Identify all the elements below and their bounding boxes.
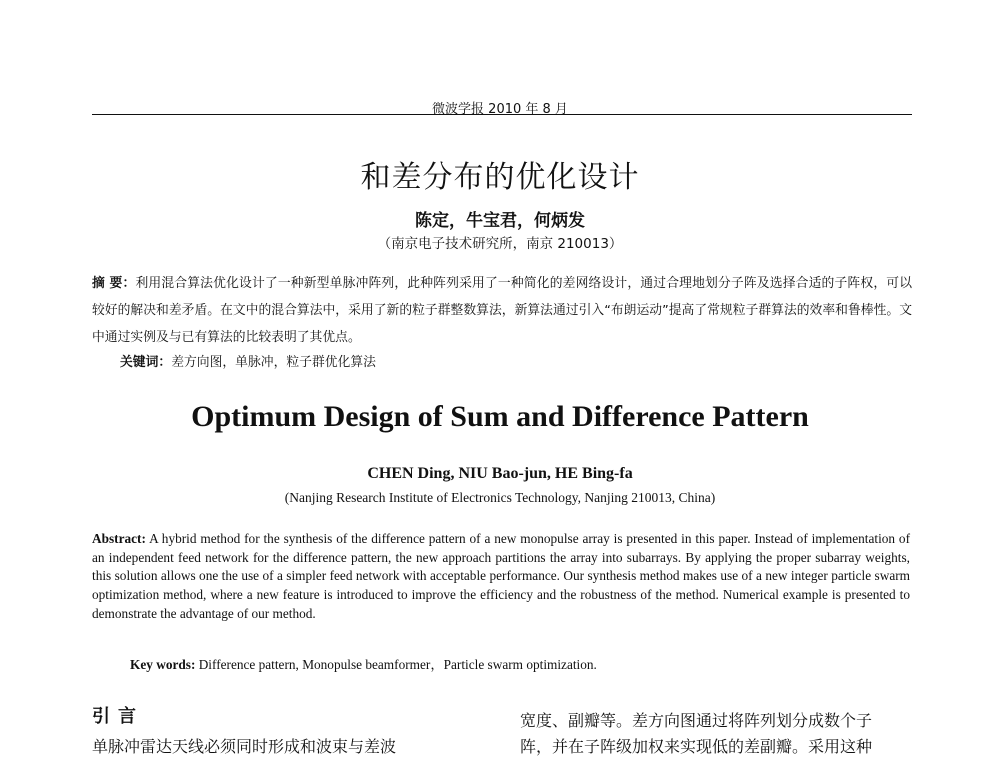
- intro-left-line: 单脉冲雷达天线必须同时形成和波束与差波: [92, 737, 397, 756]
- keywords-chinese: [120, 351, 910, 370]
- abstract-english: [92, 530, 910, 624]
- keywords-english-label: Key words:: [130, 657, 196, 672]
- journal-header: 微波学报 2010 年 8 月: [432, 102, 568, 117]
- affiliation-chinese: （南京电子技术研究所，南京 210013）: [377, 236, 623, 252]
- abstract-chinese-label: 摘 要：: [92, 276, 136, 291]
- title-english: Optimum Design of Sum and Difference Pattern: [191, 400, 809, 433]
- abstract-english-label: Abstract:: [92, 531, 146, 546]
- intro-right-line: 阵，并在子阵级加权来实现低的差副瓣。采用这种: [520, 737, 873, 756]
- affiliation-english: (Nanjing Research Institute of Electronics Technology, Nanjing 210013, China): [284, 490, 716, 505]
- keywords-english: [130, 654, 910, 673]
- intro-right-line: 宽度、副瓣等。差方向图通过将阵列划分成数个子: [520, 711, 873, 730]
- authors-chinese: 陈定，牛宝君，何炳发: [415, 211, 585, 231]
- abstract-chinese: [92, 270, 912, 351]
- section-heading-intro: 引言: [92, 706, 144, 727]
- title-chinese: 和差分布的优化设计: [360, 160, 640, 195]
- abstract-chinese-text: 利用混合算法优化设计了一种新型单脉冲阵列，此种阵列采用了一种简化的差网络设计，通过合理地划分子阵及选择合适的子阵权，可以较好的解决和差矛盾。在文中的混合算法中，采用了新的粒子群整数算法，新算法通过引入“布朗运动”提高了常规粒子群算法的效率和鲁棒性。文中通过实例及与已有算法的比较表明了其优点。: [92, 276, 913, 345]
- intro-left-column: [92, 734, 492, 760]
- keywords-english-text: Difference pattern, Monopulse beamformer，Particle swarm optimization.: [198, 657, 597, 672]
- keywords-chinese-label: 关键词：: [120, 355, 172, 370]
- authors-english: CHEN Ding, NIU Bao-jun, HE Bing-fa: [367, 465, 633, 482]
- keywords-chinese-text: 差方向图，单脉冲，粒子群优化算法: [171, 355, 376, 370]
- abstract-english-text: A hybrid method for the synthesis of the difference pattern of a new monopulse array is presented in this paper. Instead of implementation of an independent feed network for the difference pattern, the new approach partitions the array into subarrays. By applying the proper subarray weights, this solution allows one the use of a simpler feed network with acceptable performance. Our synthesis method makes use of a new integer particle swarm optimization method, where a new feature is introduced to improve the efficiency and the robustness of the method. Numerical example is presented to demonstrate the advantage of our method.: [92, 531, 911, 621]
- header-rule: [92, 114, 912, 115]
- intro-right-column: [520, 708, 912, 760]
